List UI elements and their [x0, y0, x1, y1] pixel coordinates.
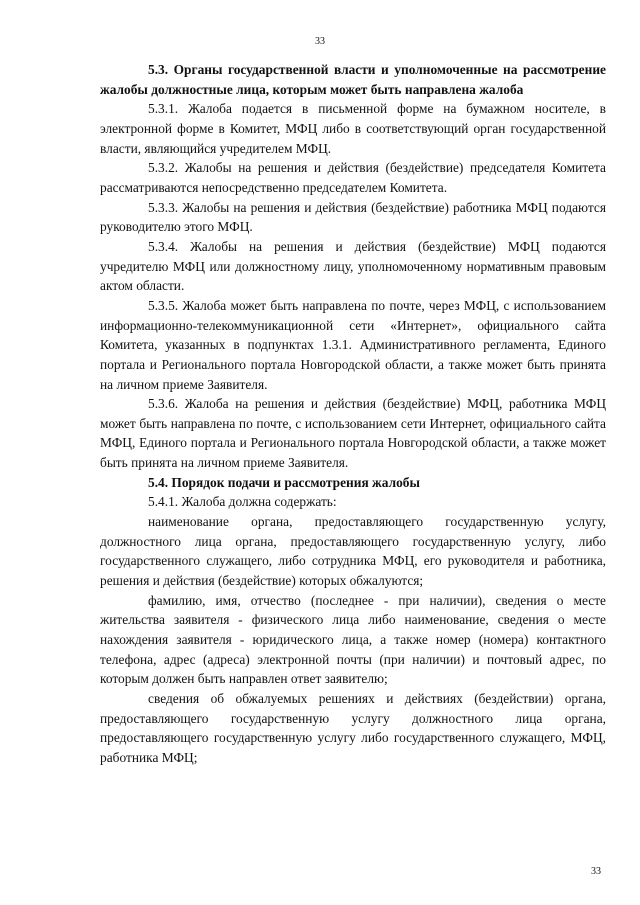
- paragraph-5-4-1: 5.4.1. Жалоба должна содержать:: [148, 494, 337, 510]
- paragraph-5-3-6: 5.3.6. Жалоба на решения и действия (бездействие) МФЦ, работника МФЦ может быть направлена по почте, с использованием сети Интернет, официального сайта МФЦ, Единого портала и Регионального портала Новгородской области, а также может быть принята на личном приеме Заявителя.: [100, 396, 606, 471]
- paragraph-5-3-5: 5.3.5. Жалоба может быть направлена по почте, через МФЦ, с использованием информационно-телекоммуникационной сети «Интернет», официального сайта Комитета, указанных в подпунктах 1.3.1. Административного регламента, Единого портала и Регионального портала Новгородской области, а также может быть принята на личном приеме Заявителя.: [100, 297, 606, 392]
- paragraph-5-3-1: 5.3.1. Жалоба подается в письменной форме на бумажном носителе, в электронной форме в Комитет, МФЦ либо в соответствующий орган государственной власти, являющийся учредителем МФЦ.: [100, 101, 606, 156]
- page-number-bottom: 33: [591, 866, 601, 877]
- section-heading-5-3: 5.3. Органы государственной власти и уполномоченные на рассмотрение жалобы должностные лица, которым может быть направлена жалоба: [100, 62, 606, 97]
- paragraph-5-3-4: 5.3.4. Жалобы на решения и действия (бездействие) МФЦ подаются учредителю МФЦ или должностному лицу, уполномоченному нормативным правовым актом области.: [100, 238, 606, 294]
- list-item-applicant-info: фамилию, имя, отчество (последнее - при наличии), сведения о месте жительства заявителя - физического лица либо наименование, сведения о месте нахождения заявителя - юридического лица, а также номер (номера) контактного телефона, адрес (адреса) электронной почты (при наличии) и почтовый адрес, по которым должен быть направлен ответ заявителю;: [100, 592, 606, 687]
- paragraph-5-3-2: 5.3.2. Жалобы на решения и действия (бездействие) председателя Комитета рассматриваются непосредственно председателем Комитета.: [100, 160, 606, 195]
- document-body: [100, 60, 606, 768]
- list-item-organ-name: наименование органа, предоставляющего государственную услугу, должностного лица органа, предоставляющего государственную услугу, либо государственного служащего, либо сотрудника МФЦ, его руководителя и работника, решения и действия (бездействие) которых обжалуются;: [100, 514, 606, 589]
- page-number-top: 33: [315, 36, 325, 47]
- section-heading-5-4: 5.4. Порядок подачи и рассмотрения жалобы: [148, 474, 420, 490]
- paragraph-5-3-3: 5.3.3. Жалобы на решения и действия (бездействие) работника МФЦ подаются руководителю этого МФЦ.: [100, 199, 606, 235]
- list-item-appealed-decisions: сведения об обжалуемых решениях и действиях (бездействии) органа, предоставляющего государственную услугу должностного лица органа, предоставляющего государственную услугу либо государственного служащего, МФЦ, работника МФЦ;: [100, 691, 606, 765]
